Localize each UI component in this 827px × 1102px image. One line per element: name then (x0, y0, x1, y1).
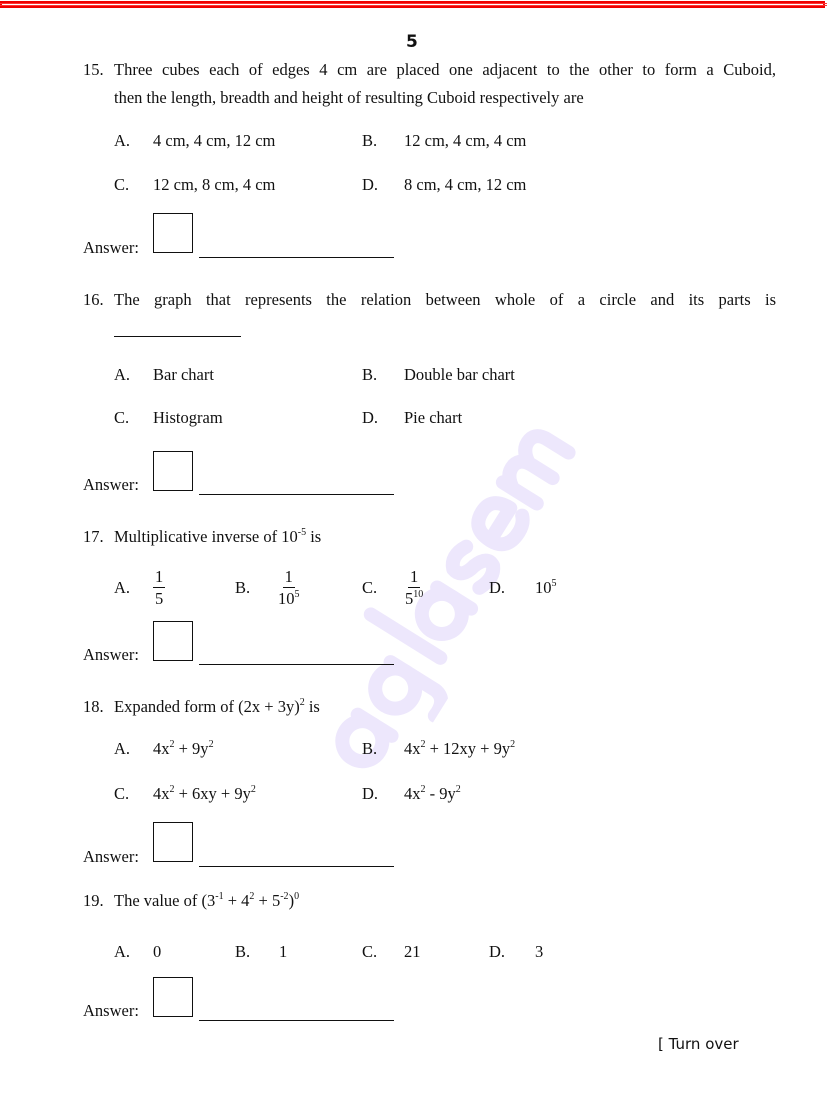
question-number: 15. (83, 60, 104, 79)
answer-line[interactable] (199, 257, 394, 258)
option-text: Bar chart (153, 365, 214, 384)
option-text: $4x^2 + 12xy + 9y^2$ (404, 739, 516, 758)
page-number: 5 (406, 32, 418, 52)
option-letter: C. (362, 942, 378, 961)
question-number: 19. (83, 891, 104, 910)
answer-label: Answer: (83, 645, 139, 664)
option-letter: C. (114, 784, 130, 803)
answer-label: Answer: (83, 238, 139, 257)
answer-line[interactable] (199, 1020, 394, 1021)
option-fraction: $\frac{1}{5^{10}}$ (405, 567, 424, 608)
question-text: Expanded form of $(2x + 3y)^2$ is (114, 697, 320, 716)
answer-box[interactable] (153, 621, 193, 661)
option-text: $4x^2 + 6xy + 9y^2$ (153, 784, 256, 803)
question-number: 17. (83, 527, 104, 546)
page-border (0, 0, 827, 10)
question-text: The value of $(3^{-1} + 4^2 + 5^{-2})^0$ (114, 891, 300, 910)
option-text: Histogram (153, 408, 223, 427)
answer-label: Answer: (83, 1001, 139, 1020)
answer-label: Answer: (83, 847, 139, 866)
option-letter: D. (489, 578, 506, 597)
answer-box[interactable] (153, 822, 193, 862)
answer-box[interactable] (153, 451, 193, 491)
answer-line[interactable] (199, 664, 394, 665)
question-text: The graph that represents the relation between whole of a circle and its parts is (114, 290, 776, 309)
option-text: 3 (535, 942, 544, 961)
option-letter: D. (362, 784, 379, 803)
option-text: Pie chart (404, 408, 463, 427)
option-text: 0 (153, 942, 162, 961)
option-text: $10^5$ (535, 578, 557, 597)
option-letter: A. (114, 739, 131, 758)
option-text: $4x^2 + 9y^2$ (153, 739, 214, 758)
question-number: 18. (83, 697, 104, 716)
option-text: Double bar chart (404, 365, 515, 384)
option-letter: D. (489, 942, 506, 961)
option-text: 1 (279, 942, 288, 961)
option-text: 12 cm, 4 cm, 4 cm (404, 131, 527, 150)
fill-blank-line (114, 336, 241, 337)
option-letter: C. (114, 175, 130, 194)
turn-over-note: [ Turn over (658, 1035, 739, 1053)
option-text: 8 cm, 4 cm, 12 cm (404, 175, 527, 194)
option-letter: C. (362, 578, 378, 597)
option-letter: A. (114, 365, 131, 384)
option-letter: B. (362, 365, 378, 384)
option-fraction: $\frac{1}{5}$ (155, 567, 164, 608)
option-text: 4 cm, 4 cm, 12 cm (153, 131, 276, 150)
option-letter: B. (362, 739, 378, 758)
question-number: 16. (83, 290, 104, 309)
answer-box[interactable] (153, 213, 193, 253)
option-text: $4x^2 - 9y^2$ (404, 784, 461, 803)
option-letter: A. (114, 942, 131, 961)
option-letter: D. (362, 175, 379, 194)
option-text: 21 (404, 942, 421, 961)
option-fraction: $\frac{1}{10^5}$ (278, 567, 300, 608)
answer-label: Answer: (83, 475, 139, 494)
option-letter: D. (362, 408, 379, 427)
option-letter: C. (114, 408, 130, 427)
option-text: 12 cm, 8 cm, 4 cm (153, 175, 276, 194)
answer-line[interactable] (199, 494, 394, 495)
question-text: Multiplicative inverse of $10^{-5}$ is (114, 527, 322, 546)
option-letter: A. (114, 578, 131, 597)
option-letter: B. (235, 942, 251, 961)
answer-box[interactable] (153, 977, 193, 1017)
option-letter: B. (235, 578, 251, 597)
answer-line[interactable] (199, 866, 394, 867)
question-text: Three cubes each of edges 4 cm are placed one adjacent to the other to form a Cuboid, (114, 60, 776, 79)
question-text: then the length, breadth and height of resulting Cuboid respectively are (114, 88, 584, 107)
option-letter: B. (362, 131, 378, 150)
option-letter: A. (114, 131, 131, 150)
